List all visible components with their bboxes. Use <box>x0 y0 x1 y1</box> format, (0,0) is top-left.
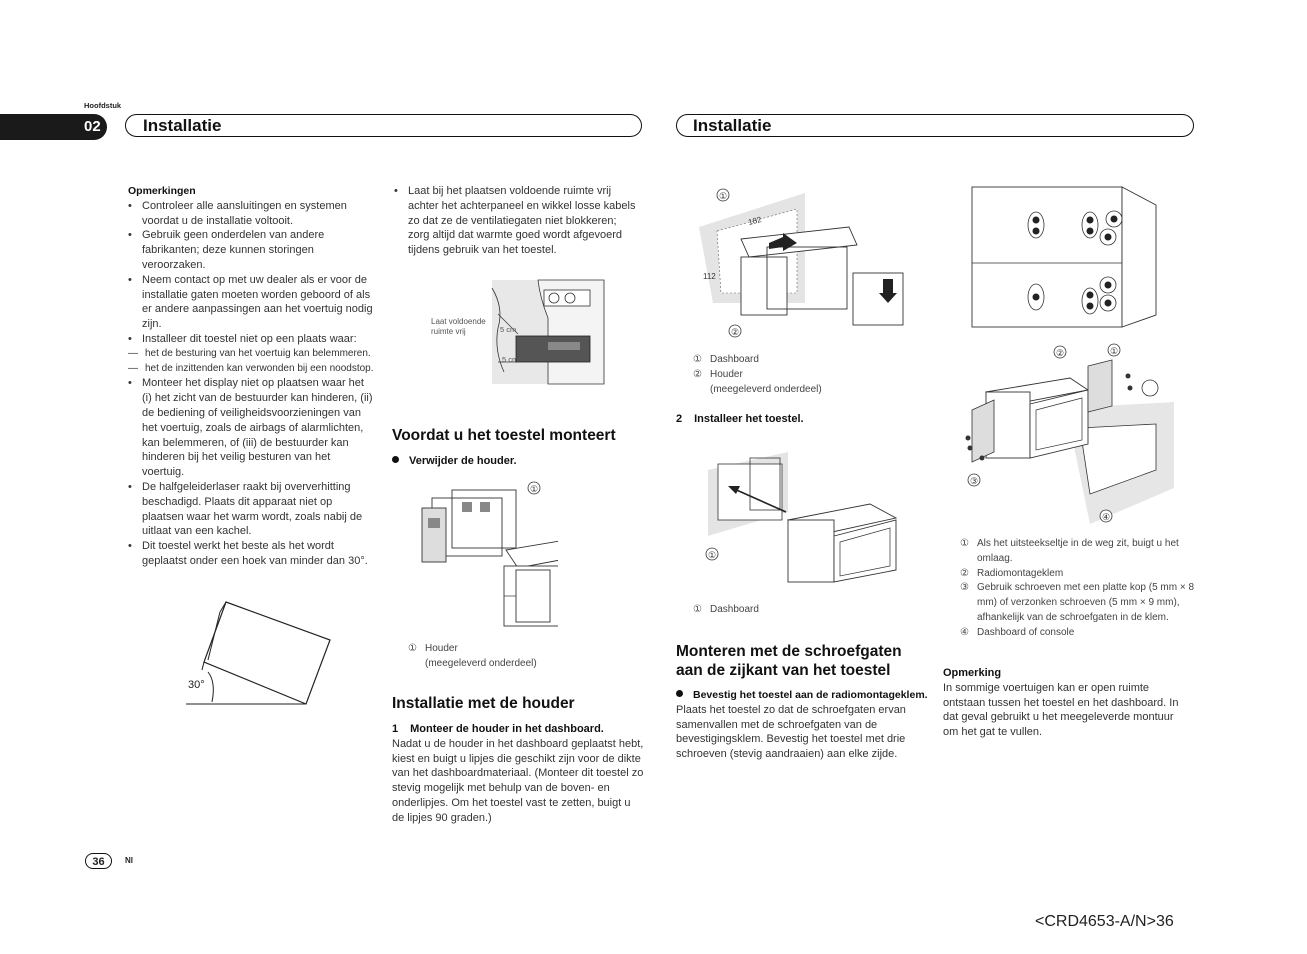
step-1-text: Nadat u de houder in het dashboard geplaatst hebt, kiest en buigt u lipjes die geschikt zijn voor de dikte van het dashboardmateriaal. (Monteer dit toestel zo stevig mogelijk met behulp van de boven- en onderlipjes. Om het toestel vast te zetten, buigt u de lipjes 90 graden.) <box>392 737 644 824</box>
remove-holder-text: Verwijder de houder. <box>409 455 517 467</box>
caption-text: Houder <box>710 368 743 380</box>
note-item: • Monteer het display niet op plaatsen waar het (i) het zicht van de bestuurder kan hinderen, (ii) de bediening of veiligheidsvoorzieningen van het voertuig, zoals de airbags of alarmlichten, kan belemmeren, of (iii) de bestuurder kan hinderen bij het veilig besturen van het voertuig. <box>142 376 375 480</box>
right-page-title: Installatie <box>693 116 772 135</box>
callout-3: ③ <box>970 476 979 486</box>
space-label-line2: ruimte vrij <box>431 327 466 336</box>
screw-holes-side-view <box>970 185 1170 331</box>
callout-1: ① <box>1110 346 1119 356</box>
step-number: 2 <box>676 413 683 425</box>
step-title: Installeer het toestel. <box>694 413 804 425</box>
note-item: • Dit toestel werkt het beste als het wordt geplaatst onder een hoek van minder dan 30°. <box>142 539 375 569</box>
holder-callout: ② <box>731 327 740 337</box>
notes-list <box>128 199 375 569</box>
ventilation-illustration <box>428 278 608 386</box>
mounting-bracket-exploded-view <box>960 340 1175 528</box>
page-number: 36 <box>85 853 112 869</box>
step-number: 1 <box>392 723 399 735</box>
caption-subtext: (meegeleverd onderdeel) <box>425 657 537 669</box>
bullet-dot <box>392 456 399 463</box>
column-2-holder-install <box>392 694 644 826</box>
chapter-number: 02 <box>84 118 101 135</box>
caption-text: Radiomontageklem <box>977 567 1064 579</box>
note-item: • Neem contact op met uw dealer als er voor de installatie gaten moeten worden geboord of als er andere aanpassingen aan het voertuig nodig zijn. <box>142 273 375 332</box>
language-code: Nl <box>125 856 133 865</box>
clearance-top: 5 cm <box>500 325 517 334</box>
caption-text: Dashboard <box>710 604 759 615</box>
bullet-dot <box>676 690 683 697</box>
unit-insertion-illustration <box>698 450 898 600</box>
column-3-screw-mounting <box>676 642 928 762</box>
note-item: • Gebruik geen onderdelen van andere fabrikanten; deze kunnen storingen veroorzaken. <box>142 228 375 272</box>
dash-list <box>128 347 375 377</box>
ventilation-note: • Laat bij het plaatsen voldoende ruimte vrij achter het achterpaneel en wikkel losse kabels zo dat ze de ventilatiegaten niet blokkeren; zorg altijd dat warmte goed wordt afgevoerd tijdens gebruik van het toestel. <box>408 184 640 258</box>
dashboard-holder-illustration <box>697 185 909 340</box>
caption-number: ④ <box>960 626 969 638</box>
caption-text: Als het uitsteekseltje in de weg zit, buigt u het omlaag. <box>977 538 1179 564</box>
caption-item <box>960 567 1195 582</box>
holder-callout: ① <box>530 484 539 494</box>
step-title: Monteer de houder in het dashboard. <box>410 723 604 735</box>
caption-item <box>960 537 1195 567</box>
screw-mounting-text: Plaats het toestel zo dat de schroefgaten ervan samenvallen met de schroefgaten van de bevestigingsklem. Bevestig het toestel met drie schroeven (stevig aandraaien) aan elke zijde. <box>676 703 906 761</box>
caption-number: ① <box>693 354 702 365</box>
section-screw-mounting-title: Monteren met de schroefgaten aan de zijkant van het toestel <box>676 643 902 679</box>
caption-number: ② <box>960 567 969 579</box>
figure-1-captions <box>693 353 913 397</box>
step-2-heading <box>676 412 916 427</box>
caption-number: ① <box>960 538 969 549</box>
note-item <box>142 332 375 376</box>
left-page-title: Installatie <box>143 116 222 135</box>
notes-heading: Opmerkingen <box>128 185 196 197</box>
note-text: In sommige voertuigen kan er open ruimte ontstaan tussen het toestel en het dashboard. In dat geval gebruikt u het meegeleverde montuur om het gat te vullen. <box>943 681 1179 739</box>
caption-text: Gebruik schroeven met een platte kop (5 mm × 8 mm) of verzonken schroeven (5 mm × 9 mm), afhankelijk van de schroefgaten in de klem. <box>977 582 1195 623</box>
callout-4: ④ <box>1102 512 1111 522</box>
caption-text: Dashboard <box>710 354 759 365</box>
holder-removal-illustration <box>418 478 558 630</box>
caption-number: ② <box>693 368 702 380</box>
space-label-line1: Laat voldoende <box>431 317 486 326</box>
column-2-bottom <box>392 426 644 469</box>
caption-number: ① <box>693 604 702 615</box>
height-dimension: 112 <box>703 272 716 281</box>
caption-text: Dashboard of console <box>977 626 1075 638</box>
caption-subtext: (meegeleverd onderdeel) <box>710 383 822 395</box>
dash-item: — het de besturing van het voertuig kan belemmeren. <box>145 347 375 362</box>
note-item-text: Installeer dit toestel niet op een plaats waar: <box>142 332 357 345</box>
angle-illustration <box>180 598 340 708</box>
ventilation-list <box>408 184 640 258</box>
clearance-bottom: 5 cm <box>502 355 519 364</box>
figure-2-caption <box>693 603 893 618</box>
chapter-label: Hoofdstuk <box>84 101 122 110</box>
remove-holder-instruction <box>392 454 644 469</box>
column-1 <box>128 184 375 569</box>
dashboard-callout: ① <box>719 191 728 201</box>
column-2-top <box>408 184 640 258</box>
caption-number: ③ <box>960 582 969 594</box>
holder-caption <box>408 642 608 672</box>
section-before-mounting-title: Voordat u het toestel monteert <box>392 427 616 444</box>
document-code: <CRD4653-A/N>36 <box>1035 913 1174 930</box>
caption-item <box>960 626 1195 641</box>
dashboard-callout: ① <box>708 550 717 560</box>
section-holder-install-title: Installatie met de houder <box>392 695 575 712</box>
note-heading: Opmerking <box>943 667 1002 679</box>
figure-4-captions <box>960 537 1195 641</box>
caption-number: ① <box>408 643 417 654</box>
caption-item <box>960 581 1195 625</box>
width-dimension: 182 <box>747 214 763 227</box>
angle-label: 30° <box>188 679 205 691</box>
dash-item: — het de inzittenden kan verwonden bij een noodstop. <box>145 362 375 377</box>
callout-2: ② <box>1056 348 1065 358</box>
column-4-note <box>943 666 1191 740</box>
attach-unit-text: Bevestig het toestel aan de radiomontageklem. <box>693 689 928 701</box>
note-item: • Controleer alle aansluitingen en systemen voordat u de installatie voltooit. <box>142 199 375 229</box>
note-item: • De halfgeleiderlaser raakt bij oververhitting beschadigd. Plaats dit apparaat niet op plaatsen waar het warm wordt, zoals nabij de uitlaat van een kachel. <box>142 480 375 539</box>
attach-unit-instruction <box>676 688 928 703</box>
caption-text: Houder <box>425 643 458 654</box>
step-1-heading <box>392 722 644 737</box>
